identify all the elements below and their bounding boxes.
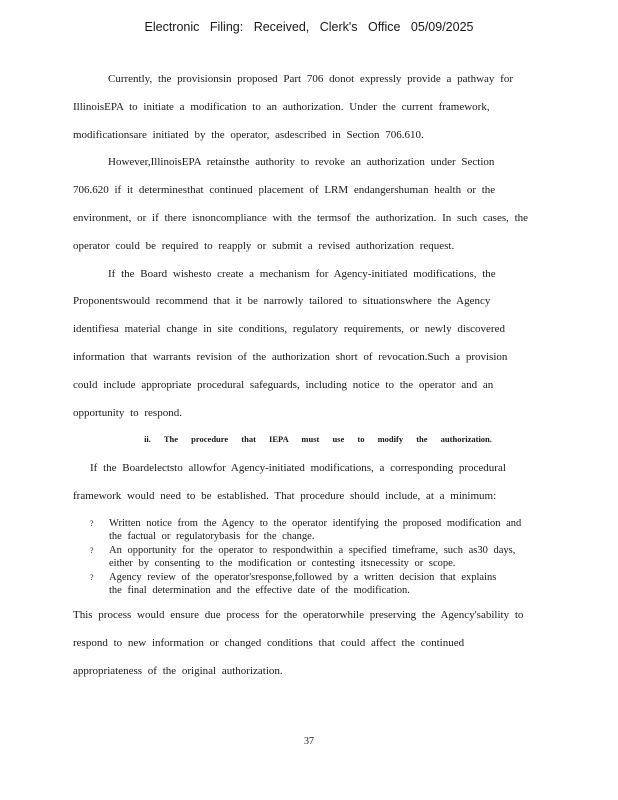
text-line: If the Board wishesto create a mechanism for Agency-initiated modifications, the (108, 267, 496, 280)
bullet-line: either by consenting to the modification or contesting itsnecessity or scope. (109, 558, 456, 570)
text-line: Proponentswould recommend that it be narrowly tailored to situationswhere the Agency (73, 295, 491, 308)
paragraph-revocation-authority (73, 153, 543, 264)
list-item (73, 544, 543, 571)
text-line: However,IllinoisEPA retainsthe authority to revoke an authorization under Section (108, 156, 495, 169)
bullet-marker-icon: ? (90, 572, 94, 582)
text-line: appropriateness of the original authorization. (73, 664, 283, 677)
text-line: could include appropriate procedural safeguards, including notice to the operator and an (73, 378, 494, 391)
page-number: 37 (304, 736, 314, 747)
text-line: environment, or if there isnoncompliance with the termsof the authorization. In such cases, the (73, 211, 529, 224)
section-subheading: ii. The procedure that IEPA must use to modify the authorization. (144, 434, 492, 445)
text-line: respond to new information or changed conditions that could affect the continued (73, 636, 465, 649)
text-line: operator could be required to reapply or submit a revised authorization request. (73, 239, 455, 252)
paragraph-board-mechanism (73, 265, 543, 432)
document-body (73, 70, 543, 689)
text-line: This process would ensure due process for the operatorwhile preserving the Agency'sability to (73, 608, 524, 621)
paragraph-procedure-intro (73, 459, 543, 515)
text-line: opportunity to respond. (73, 406, 182, 419)
text-line: Currently, the provisionsin proposed Part 706 donot expressly provide a pathway for (108, 73, 513, 85)
filing-header: Electronic Filing: Received, Clerk's Office 05/09/2025 (144, 20, 474, 34)
text-line: If the Boardelectsto allowfor Agency-initiated modifications, a corresponding procedural (90, 462, 506, 475)
bullet-line: Agency review of the operator'sresponse,followed by a written decision that explains (109, 571, 497, 583)
bullet-marker-icon: ? (90, 518, 94, 528)
bullet-line: the factual or regulatorybasis for the change. (109, 531, 315, 543)
paragraph-current-provisions (73, 70, 543, 153)
list-item (73, 571, 543, 598)
text-line: information that warrants revision of the authorization short of revocation.Such a provision (73, 350, 508, 363)
text-line: framework would need to be established. That procedure should include, at a minimum: (73, 490, 497, 503)
bullet-line: Written notice from the Agency to the operator identifying the proposed modification and (109, 517, 522, 529)
paragraph-due-process (73, 606, 543, 689)
list-item (73, 517, 543, 544)
text-line: modificationsare initiated by the operator, asdescribed in Section 706.610. (73, 128, 424, 141)
procedure-bullet-list (73, 517, 543, 598)
text-line: identifiesa material change in site conditions, regulatory requirements, or newly discovered (73, 323, 505, 336)
text-line: 706.620 if it determinesthat continued placement of LRM endangershuman health or the (73, 184, 496, 197)
bullet-line: An opportunity for the operator to respondwithin a specified timeframe, such as30 days, (109, 544, 516, 556)
bullet-line: the final determination and the effective date of the modification. (109, 585, 410, 597)
text-line: IllinoisEPA to initiate a modification to an authorization. Under the current framework, (73, 100, 490, 113)
bullet-marker-icon: ? (90, 545, 94, 555)
